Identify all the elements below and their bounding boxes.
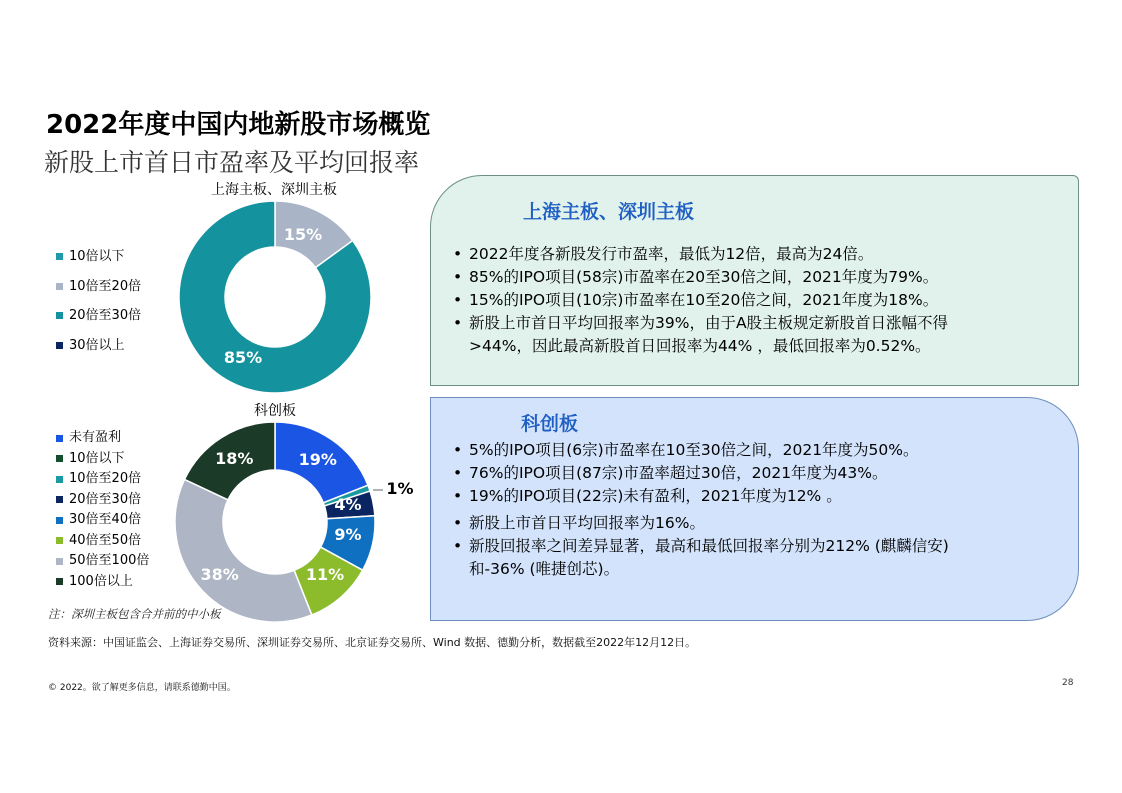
legend-item bbox=[56, 449, 149, 470]
bullet: • 新股上市首日平均回报率为16%。 bbox=[453, 512, 949, 535]
legend-label: 30倍以上 bbox=[69, 337, 125, 353]
legend-swatch bbox=[56, 517, 63, 524]
legend-swatch bbox=[56, 342, 63, 349]
slice-data-label: 1% bbox=[386, 479, 414, 498]
legend-swatch bbox=[56, 253, 63, 260]
legend-label: 30倍至40倍 bbox=[69, 512, 142, 527]
legend-swatch bbox=[56, 435, 63, 442]
legend-label: 40倍至50倍 bbox=[69, 532, 142, 548]
legend-item bbox=[56, 469, 149, 490]
slice-data-label: 4% bbox=[334, 495, 362, 514]
slice-data-label: 85% bbox=[223, 348, 263, 367]
star-market-info-box bbox=[430, 397, 1079, 621]
slice-data-label: 11% bbox=[305, 565, 345, 584]
mainboard-heading: 上海主板、深圳主板 bbox=[523, 201, 695, 223]
slice-data-label: 38% bbox=[200, 565, 239, 585]
mainboard-bullets bbox=[453, 243, 948, 358]
copyright: © 2022。欲了解更多信息，请联系德勤中国。 bbox=[48, 683, 236, 693]
bullet: • 15%的IPO项目(10宗)市盈率在10至20倍之间，2021年度为18%。 bbox=[453, 289, 948, 312]
legend-swatch bbox=[56, 283, 63, 290]
donut-slice-7 bbox=[175, 479, 312, 622]
legend-item bbox=[56, 331, 141, 361]
star-market-bullets bbox=[453, 439, 949, 581]
legend-label: 20倍至30倍 bbox=[69, 491, 142, 507]
source-note: 资料来源：中国证监会、上海证券交易所、深圳证券交易所、北京证券交易所、Wind 数据、德勤分析，数据截至2022年12月12日。 bbox=[48, 636, 697, 649]
legend-swatch bbox=[56, 578, 63, 585]
legend-swatch bbox=[56, 496, 63, 503]
legend-item bbox=[56, 301, 141, 331]
slice-data-label: 18% bbox=[215, 448, 254, 468]
legend-item bbox=[56, 531, 149, 552]
legend-swatch bbox=[56, 455, 63, 462]
bullet: • 新股上市首日平均回报率为39%，由于A股主板规定新股首日涨幅不得 bbox=[453, 312, 948, 335]
legend-item bbox=[56, 510, 149, 531]
legend-item bbox=[56, 572, 149, 593]
legend-label: 50倍至100倍 bbox=[69, 553, 150, 568]
legend-item bbox=[56, 272, 141, 302]
bullet: • 新股回报率之间差异显著，最高和最低回报率分别为212% (麒麟信安) bbox=[453, 535, 949, 558]
bullet: • 19%的IPO项目(22宗)未有盈利，2021年度为12% 。 bbox=[453, 485, 949, 508]
page-title: 2022年度中国内地新股市场概览 bbox=[46, 110, 431, 140]
legend-label: 100倍以上 bbox=[69, 573, 133, 589]
bullet: • 85%的IPO项目(58宗)市盈率在20至30倍之间，2021年度为79%。 bbox=[453, 266, 948, 289]
slice-data-label: 9% bbox=[334, 525, 362, 544]
slice-data-label: 19% bbox=[298, 450, 337, 470]
legend-swatch bbox=[56, 312, 63, 319]
legend-label: 未有盈利 bbox=[69, 430, 122, 445]
legend-swatch bbox=[56, 558, 63, 565]
legend-label: 10倍以下 bbox=[69, 450, 125, 466]
legend-label: 20倍至30倍 bbox=[69, 308, 142, 323]
legend-swatch bbox=[56, 537, 63, 544]
chart1-donut bbox=[170, 196, 380, 396]
bullet-continuation: >44%，因此最高新股首日回报率为44% ，最低回报率为0.52%。 bbox=[469, 337, 931, 355]
legend-label: 10倍至20倍 bbox=[69, 278, 142, 294]
bullet: • 5%的IPO项目(6宗)市盈率在10至30倍之间，2021年度为50%。 bbox=[453, 439, 949, 462]
slice-data-label: 15% bbox=[283, 225, 323, 244]
star-market-heading: 科创板 bbox=[521, 413, 579, 435]
legend-item bbox=[56, 242, 141, 272]
legend-label: 10倍至20倍 bbox=[69, 471, 142, 486]
legend-label: 10倍以下 bbox=[69, 249, 125, 264]
legend-item bbox=[56, 490, 149, 511]
bullet: • 2022年度各新股发行市盈率，最低为12倍，最高为24倍。 bbox=[453, 243, 948, 266]
chart1-title: 上海主板、深圳主板 bbox=[211, 182, 337, 198]
page-number: 28 bbox=[1062, 678, 1074, 688]
bullet: • 76%的IPO项目(87宗)市盈率超过30倍，2021年度为43%。 bbox=[453, 462, 949, 485]
mainboard-info-box bbox=[430, 175, 1079, 386]
page-subtitle: 新股上市首日市盈率及平均回报率 bbox=[44, 148, 420, 177]
legend-item bbox=[56, 551, 149, 572]
chart2-legend bbox=[56, 428, 149, 592]
bullet-continuation: 和-36% (唯捷创芯)。 bbox=[469, 560, 620, 578]
chart2-title: 科创板 bbox=[254, 403, 296, 419]
footnote: 注：深圳主板包含合并前的中小板 bbox=[48, 607, 221, 621]
legend-item bbox=[56, 428, 149, 449]
chart1-legend bbox=[56, 242, 141, 360]
legend-swatch bbox=[56, 476, 63, 483]
chart2-donut bbox=[150, 410, 430, 626]
